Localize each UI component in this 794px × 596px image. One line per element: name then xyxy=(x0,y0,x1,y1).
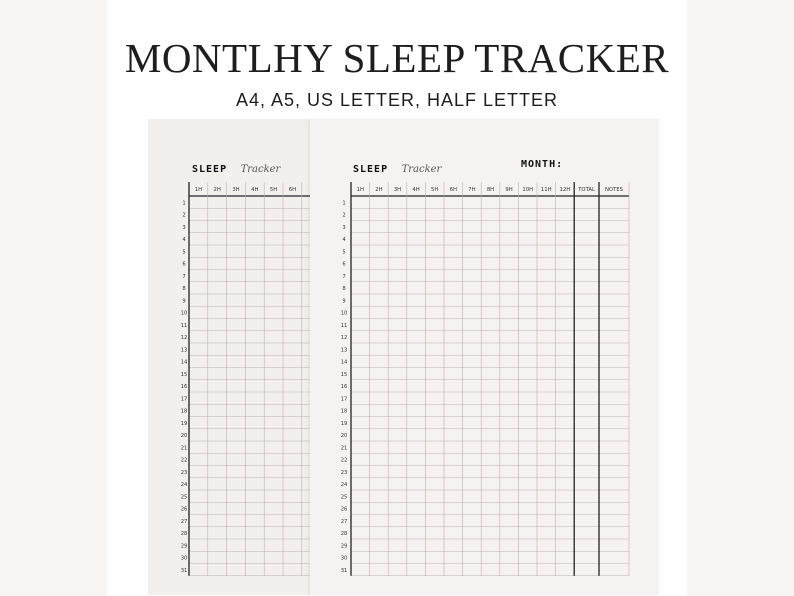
column-header: TOTAL xyxy=(578,187,596,193)
column-header: 11H xyxy=(540,187,552,193)
column-header: 4H xyxy=(412,187,420,193)
day-number: 31 xyxy=(340,567,348,574)
day-number: 27 xyxy=(180,518,188,525)
day-number: 4 xyxy=(182,237,186,244)
day-number: 29 xyxy=(340,543,348,550)
day-number: 21 xyxy=(180,445,188,452)
day-number: 3 xyxy=(342,224,346,231)
day-number: 4 xyxy=(342,237,346,244)
day-number: 7 xyxy=(342,273,346,280)
day-number: 26 xyxy=(340,506,348,513)
day-number: 30 xyxy=(180,555,188,562)
day-number: 9 xyxy=(182,298,186,305)
day-number: 12 xyxy=(180,335,188,342)
day-number: 6 xyxy=(342,261,346,268)
day-number: 10 xyxy=(180,310,188,317)
column-header: 10H xyxy=(522,187,534,193)
column-header: NOTES xyxy=(604,187,624,193)
front-tracker-grid xyxy=(310,119,659,595)
day-number: 2 xyxy=(182,212,186,219)
day-number: 1 xyxy=(182,200,186,207)
day-number: 31 xyxy=(180,567,188,574)
page-title: MONTLHY SLEEP TRACKER xyxy=(124,35,670,81)
day-number: 20 xyxy=(340,433,348,440)
day-number: 12 xyxy=(340,335,348,342)
front-tracker-label: Tracker xyxy=(401,164,442,175)
day-number: 24 xyxy=(340,482,348,489)
day-number: 22 xyxy=(340,457,348,464)
day-number: 16 xyxy=(340,384,348,391)
month-label: MONTH: xyxy=(521,159,564,170)
formats-subtitle: A4, A5, US LETTER, HALF LETTER xyxy=(235,90,559,110)
day-number: 28 xyxy=(180,531,188,538)
day-number: 17 xyxy=(340,396,348,403)
day-number: 6 xyxy=(182,261,186,268)
day-number: 19 xyxy=(340,420,348,427)
back-tracker-grid xyxy=(148,119,318,595)
column-header: 2H xyxy=(213,187,221,193)
column-header: 4H xyxy=(251,187,259,193)
column-header: 3H xyxy=(393,187,402,193)
back-sheet xyxy=(148,119,318,595)
column-header: 6H xyxy=(449,187,457,193)
day-number: 10 xyxy=(340,310,348,317)
day-number: 14 xyxy=(180,359,188,366)
day-number: 8 xyxy=(342,286,346,293)
day-number: 5 xyxy=(342,249,346,256)
day-number: 2 xyxy=(342,212,346,219)
day-number: 23 xyxy=(180,469,188,476)
column-header: 2H xyxy=(375,187,383,193)
day-number: 17 xyxy=(180,396,188,403)
day-number: 8 xyxy=(182,286,186,293)
day-number: 25 xyxy=(180,494,188,501)
day-number: 5 xyxy=(182,249,186,256)
column-header: 12H xyxy=(559,187,571,193)
day-number: 9 xyxy=(342,298,346,305)
column-header: 3H xyxy=(232,187,240,193)
day-number: 21 xyxy=(340,445,348,452)
front-sleep-label: SLEEP xyxy=(353,164,389,175)
day-number: 3 xyxy=(182,224,186,231)
day-number: 13 xyxy=(180,347,188,354)
day-number: 18 xyxy=(180,408,188,415)
column-header: 5H xyxy=(431,187,439,193)
column-header: 1H xyxy=(194,187,203,193)
day-number: 20 xyxy=(180,433,188,440)
column-header: 1H xyxy=(356,187,364,193)
column-header: 6H xyxy=(288,187,297,193)
front-sheet xyxy=(310,119,659,595)
day-number: 11 xyxy=(180,322,188,329)
day-number: 29 xyxy=(180,543,188,550)
column-header: 8H xyxy=(486,187,495,193)
day-number: 27 xyxy=(340,518,348,525)
day-number: 18 xyxy=(340,408,348,415)
column-header: 5H xyxy=(269,187,278,193)
day-number: 19 xyxy=(180,420,188,427)
day-number: 23 xyxy=(340,469,348,476)
back-tracker-label: Tracker xyxy=(240,164,281,175)
day-number: 28 xyxy=(340,531,348,538)
day-number: 7 xyxy=(182,273,186,280)
back-sleep-label: SLEEP xyxy=(192,164,228,175)
day-number: 15 xyxy=(180,371,188,378)
day-number: 25 xyxy=(340,494,348,501)
day-number: 16 xyxy=(180,384,188,391)
day-number: 15 xyxy=(340,371,348,378)
day-number: 26 xyxy=(180,506,188,513)
day-number: 22 xyxy=(180,457,188,464)
day-number: 11 xyxy=(340,322,348,329)
day-number: 1 xyxy=(342,200,346,207)
column-header: 9H xyxy=(505,187,513,193)
day-number: 13 xyxy=(340,347,348,354)
day-number: 30 xyxy=(340,555,348,562)
column-header: 7H xyxy=(468,187,476,193)
day-number: 24 xyxy=(180,482,188,489)
day-number: 14 xyxy=(340,359,348,366)
